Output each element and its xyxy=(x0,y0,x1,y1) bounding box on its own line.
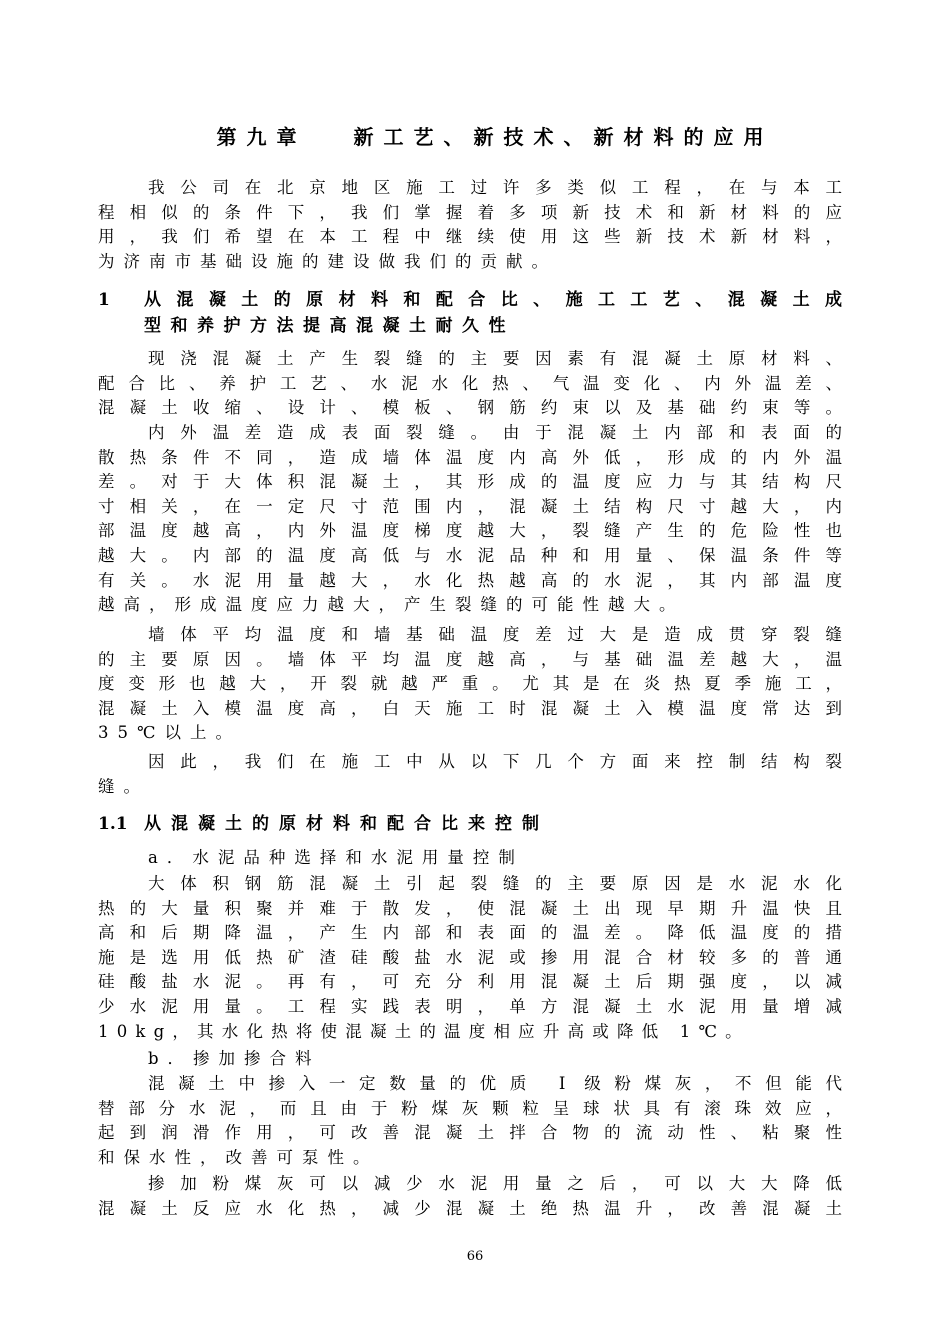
paragraph xyxy=(98,750,842,799)
paragraph xyxy=(98,623,842,746)
section-heading-text: 从混凝土的原材料和配合比来控制 xyxy=(144,814,549,834)
text-line: 混凝土收缩、设计、模板、钢筋约束以及基础约束等。 xyxy=(98,398,842,418)
text-line: 部温度越高，内外温度梯度越大，裂缝产生的危险性也 xyxy=(98,521,842,541)
text-line: 有关。水泥用量越大，水化热越高的水泥，其内部温度 xyxy=(98,570,842,590)
text-line: 35℃以上。 xyxy=(98,723,241,743)
section-number: 1.1 xyxy=(98,814,128,834)
paragraph xyxy=(98,1072,842,1170)
paragraph xyxy=(98,872,842,1044)
text-line: 大体积钢筋混凝土引起裂缝的主要原因是水泥水化 xyxy=(148,874,842,893)
text-line: 用，我们希望在本工程中继续使用这些新技术新材料， xyxy=(98,227,842,247)
text-line: 少水泥用量。工程实践表明，单方混凝土水泥用量增减 xyxy=(98,996,842,1016)
text-line: a．水泥品种选择和水泥用量控制 xyxy=(148,848,524,867)
text-line: 散热条件不同，造成墙体温度内高外低，形成的内外温 xyxy=(98,447,842,467)
text-line: 我公司在北京地区施工过许多类似工程，在与本工 xyxy=(148,178,842,197)
text-line: 混凝土中掺入一定数量的优质 I 级粉煤灰，不但能代 xyxy=(148,1074,842,1093)
text-line: b．掺加掺合料 xyxy=(148,1049,321,1068)
text-line: 配合比、养护工艺、水泥水化热、气温变化、内外温差、 xyxy=(98,373,842,393)
paragraph xyxy=(98,347,842,421)
text-line: 混凝土反应水化热，减少混凝土绝热温升，改善混凝土 xyxy=(98,1198,842,1218)
text-line: 墙体平均温度和墙基础温度差过大是造成贯穿裂缝 xyxy=(148,625,842,644)
section-heading-line: 型和养护方法提高混凝土耐久性 xyxy=(144,316,515,336)
text-line: 的主要原因。墙体平均温度越高，与基础温差越大，温 xyxy=(98,649,842,669)
text-line: 热的大量积聚并难于散发，使混凝土出现早期升温快且 xyxy=(98,898,842,918)
list-item-b xyxy=(98,1047,842,1072)
text-line: 掺加粉煤灰可以减少水泥用量之后，可以大大降低 xyxy=(148,1174,842,1193)
page-number: 66 xyxy=(466,1249,484,1264)
text-line: 越大。内部的温度高低与水泥品种和用量、保温条件等 xyxy=(98,545,842,565)
intro-paragraph xyxy=(98,176,842,274)
text-line: 高和后期降温，产生内部和表面的温差。降低温度的措 xyxy=(98,923,842,943)
text-line: 10kg，其水化热将使混凝土的温度相应升高或降低 1℃。 xyxy=(98,1021,750,1041)
text-line: 混凝土入模温度高，白天施工时混凝土入模温度常达到 xyxy=(98,698,842,718)
paragraph xyxy=(98,421,842,618)
section-1-1-heading xyxy=(98,811,842,837)
text-line: 替部分水泥，而且由于粉煤灰颗粒呈球状具有滚珠效应， xyxy=(98,1098,842,1118)
chapter-title: 第九章 新工艺、新技术、新材料的应用 xyxy=(216,125,774,149)
text-line: 和保水性，改善可泵性。 xyxy=(98,1147,379,1167)
text-line: 施是选用低热矿渣硅酸盐水泥或掺用混合材较多的普通 xyxy=(98,947,842,967)
text-line: 越高，形成温度应力越大，产生裂缝的可能性越大。 xyxy=(98,595,685,615)
section-number: 1 xyxy=(98,290,110,310)
text-line: 程相似的条件下，我们掌握着多项新技术和新材料的应 xyxy=(98,202,842,222)
text-line: 起到润滑作用，可改善混凝土拌合物的流动性、粘聚性 xyxy=(98,1123,842,1143)
text-line: 现浇混凝土产生裂缝的主要因素有混凝土原材料、 xyxy=(148,349,842,368)
section-heading-line: 从混凝土的原材料和配合比、施工工艺、混凝土成 xyxy=(144,290,842,310)
text-line: 差。对于大体积混凝土，其形成的温度应力与其结构尺 xyxy=(98,472,842,492)
text-line: 缝。 xyxy=(98,776,149,796)
text-line: 内外温差造成表面裂缝。由于混凝土内部和表面的 xyxy=(148,423,842,442)
section-1-heading xyxy=(98,287,842,339)
paragraph xyxy=(98,1172,842,1221)
list-item-a xyxy=(98,846,842,871)
text-line: 度变形也越大，开裂就越严重。尤其是在炎热夏季施工， xyxy=(98,674,842,694)
text-line: 硅酸盐水泥。再有，可充分利用混凝土后期强度，以减 xyxy=(98,972,842,992)
text-line: 因此，我们在施工中从以下几个方面来控制结构裂 xyxy=(148,752,842,771)
text-line: 为济南市基础设施的建设做我们的贡献。 xyxy=(98,251,557,271)
text-line: 寸相关，在一定尺寸范围内，混凝土结构尺寸越大，内 xyxy=(98,496,842,516)
